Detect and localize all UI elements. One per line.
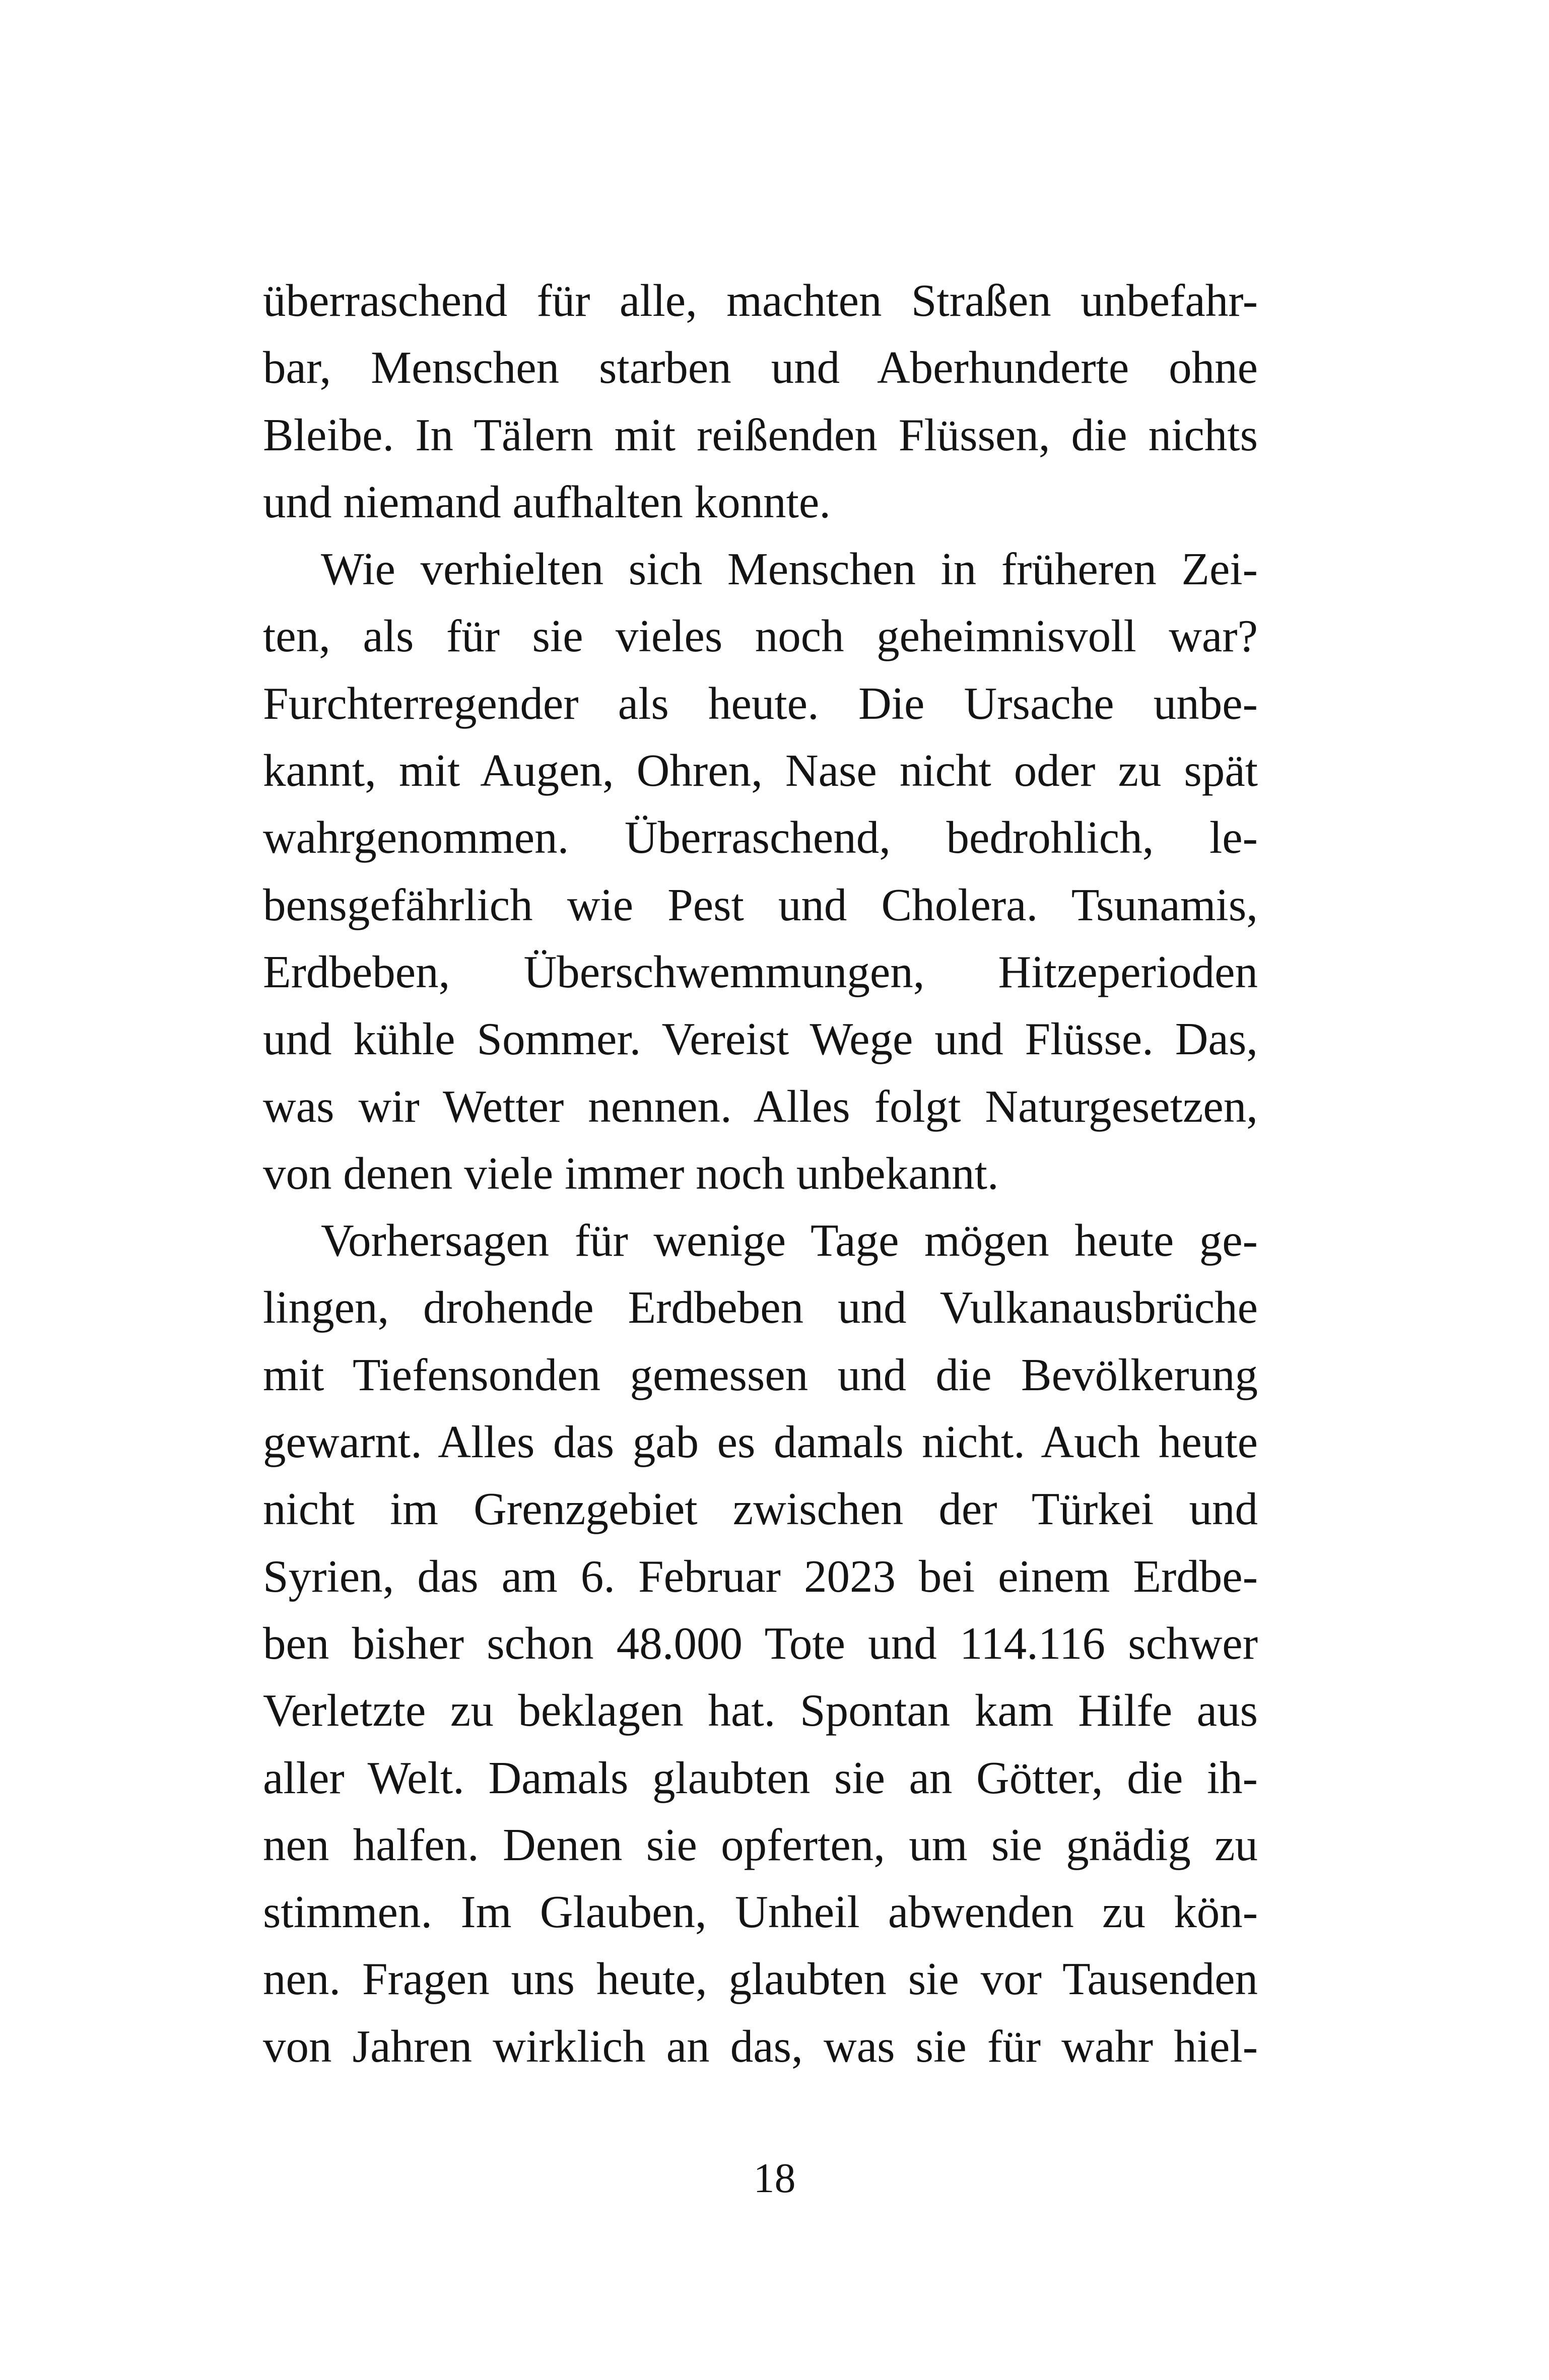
text-line: Vorhersagen für wenige Tage mögen heute ge- xyxy=(321,1215,1258,1266)
page-number: 18 xyxy=(753,2155,796,2202)
text-line: und niemand aufhalten konnte. xyxy=(263,476,831,527)
text-line: von Jahren wirklich an das, was sie für wahr hiel- xyxy=(263,2020,1258,2072)
text-line: aller Welt. Damals glaubten sie an Götter, die ih- xyxy=(263,1752,1258,1803)
text-line: ten, als für sie vieles noch geheimnisvoll war? xyxy=(263,610,1258,662)
text-line: Erdbeben, Überschwemmungen, Hitzeperioden xyxy=(263,946,1258,997)
body-text xyxy=(263,267,1258,2080)
text-line: nicht im Grenzgebiet zwischen der Türkei und xyxy=(263,1483,1258,1535)
text-line: mit Tiefensonden gemessen und die Bevölkerung xyxy=(263,1349,1258,1400)
text-line: was wir Wetter nennen. Alles folgt Naturgesetzen, xyxy=(263,1080,1258,1132)
text-line: überraschend für alle, machten Straßen unbefahr- xyxy=(263,275,1258,326)
text-line: Bleibe. In Tälern mit reißenden Flüssen, die nichts xyxy=(263,409,1258,460)
text-line: stimmen. Im Glauben, Unheil abwenden zu kön- xyxy=(263,1886,1258,1938)
text-line: kannt, mit Augen, Ohren, Nase nicht oder zu spät xyxy=(263,745,1258,796)
text-line: Furchterregender als heute. Die Ursache unbe- xyxy=(263,677,1258,729)
text-line: nen. Fragen uns heute, glaubten sie vor Tausenden xyxy=(263,1953,1258,2005)
text-line: wahrgenommen. Überraschend, bedrohlich, le- xyxy=(263,812,1258,863)
text-line: lingen, drohende Erdbeben und Vulkanausbrüche xyxy=(263,1282,1258,1333)
text-line: Wie verhielten sich Menschen in früheren Zei- xyxy=(321,543,1258,595)
text-line: nen halfen. Denen sie opferten, um sie gnädig zu xyxy=(263,1819,1258,1870)
text-line: bensgefährlich wie Pest und Cholera. Tsunamis, xyxy=(263,879,1258,930)
text-line: Syrien, das am 6. Februar 2023 bei einem Erdbe- xyxy=(263,1550,1258,1602)
text-line: von denen viele immer noch unbekannt. xyxy=(263,1147,999,1199)
text-line: ben bisher schon 48.000 Tote und 114.116 schwer xyxy=(263,1617,1258,1669)
text-line: und kühle Sommer. Vereist Wege und Flüsse. Das, xyxy=(263,1013,1258,1065)
text-line: Verletzte zu beklagen hat. Spontan kam Hilfe aus xyxy=(263,1685,1258,1736)
text-line: bar, Menschen starben und Aberhunderte ohne xyxy=(263,342,1258,393)
text-line: gewarnt. Alles das gab es damals nicht. Auch heute xyxy=(263,1416,1258,1468)
